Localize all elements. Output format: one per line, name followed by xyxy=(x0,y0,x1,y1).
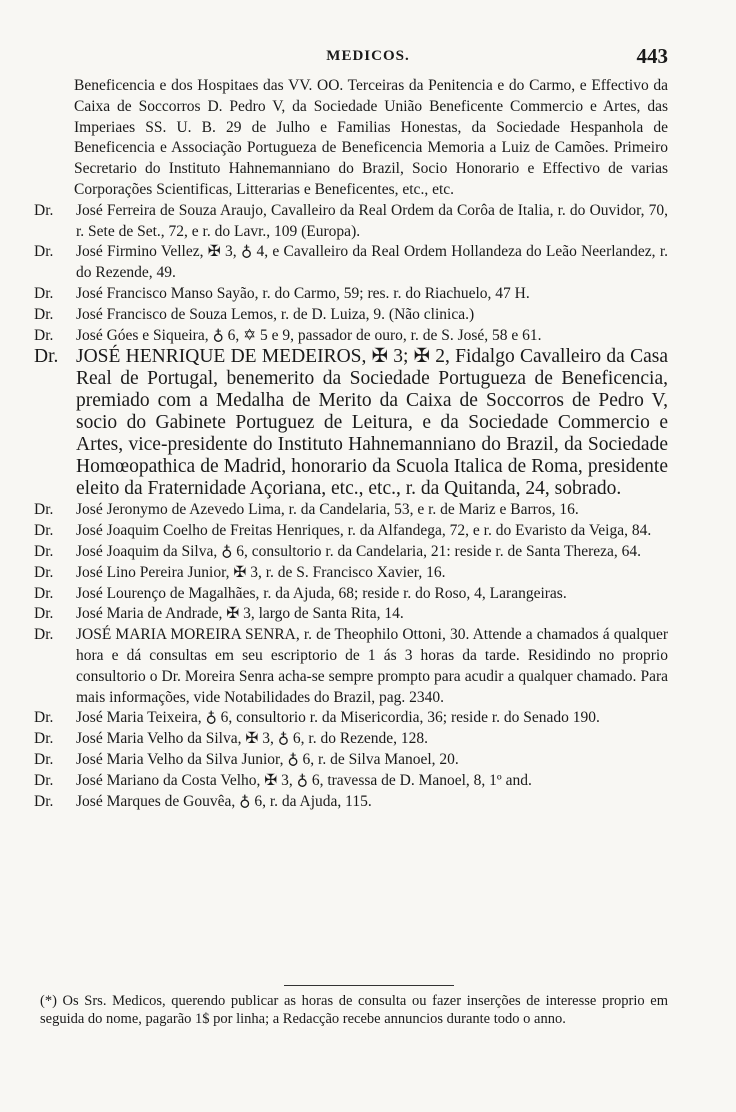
list-item xyxy=(34,326,668,347)
entry-text: José Francisco de Souza Lemos, r. de D. Luiza, 9. (Não clinica.) xyxy=(76,305,475,323)
entry-text: José Mariano da Costa Velho, ✠ 3, ♁ 6, travessa de D. Manoel, 8, 1º and. xyxy=(76,771,532,789)
entry-prefix: Dr. xyxy=(34,584,54,602)
entry-prefix: Dr. xyxy=(34,284,54,302)
entry-prefix: Dr. xyxy=(34,346,59,368)
entry-prefix: Dr. xyxy=(34,542,54,560)
section-title: MEDICOS. xyxy=(326,48,410,64)
list-item xyxy=(34,305,668,326)
list-item xyxy=(34,750,668,771)
footnote-rule xyxy=(284,985,454,986)
entry-text: José Lourenço de Magalhães, r. da Ajuda, 68; reside r. do Roso, 4, Larangeiras. xyxy=(76,584,567,602)
entry-text: José Maria de Andrade, ✠ 3, largo de Santa Rita, 14. xyxy=(76,605,404,623)
list-item xyxy=(34,771,668,792)
list-item xyxy=(34,242,668,284)
entry-prefix: Dr. xyxy=(34,750,54,768)
entry-prefix: Dr. xyxy=(34,626,54,644)
list-item xyxy=(34,521,668,542)
intro-text: Beneficencia e dos Hospitaes das VV. OO. Terceiras da Penitencia e do Carmo, e Effectivo da Caixa de Soccorros D. Pedro V, da Sociedade União Beneficente Commercio e Artes, das Imperiaes SS. U. B. 29 de Julho e Familias Honestas, da Sociedade Hespanhola de Beneficencia e Associação Portugueza de Beneficencia Memoria a Luiz de Camões. Primeiro Secretario do Instituto Hahnemanniano do Brazil, Socio Honorario e Effectivo de varias Corporações Scientificas, Litterarias e Beneficentes, etc., etc. xyxy=(74,77,668,198)
list-item xyxy=(34,563,668,584)
page-number: 443 xyxy=(636,44,668,68)
page-header xyxy=(0,44,736,74)
entry-text: José Maria Velho da Silva, ✠ 3, ♁ 6, r. do Rezende, 128. xyxy=(76,730,429,748)
list-item xyxy=(34,584,668,605)
entry-prefix: Dr. xyxy=(34,522,54,540)
list-item xyxy=(34,284,668,305)
entry-prefix: Dr. xyxy=(34,201,54,219)
entry-text: José Jeronymo de Azevedo Lima, r. da Candelaria, 53, e r. de Mariz e Barros, 16. xyxy=(76,501,579,519)
entry-prefix: Dr. xyxy=(34,563,54,581)
entry-text: José Maria Velho da Silva Junior, ♁ 6, r. de Silva Manoel, 20. xyxy=(76,750,459,768)
list-item xyxy=(34,346,668,500)
list-item xyxy=(34,729,668,750)
entry-prefix: Dr. xyxy=(34,730,54,748)
entry-text: José Ferreira de Souza Araujo, Cavalleiro da Real Ordem da Corôa de Italia, r. do Ouvidor, 70, r. Sete de Set., 72, e r. do Lavr., 109 (Europa). xyxy=(76,201,668,240)
list-item xyxy=(34,792,668,813)
entry-prefix: Dr. xyxy=(34,792,54,810)
entries-list xyxy=(34,76,668,812)
intro-paragraph xyxy=(34,76,668,201)
footnote: (*) Os Srs. Medicos, querendo publicar as horas de consulta ou fazer inserções de interesse proprio em seguida do nome, pagarão 1$ por linha; a Redacção recebe annuncios durante todo o anno. xyxy=(40,993,668,1027)
entry-text: José Lino Pereira Junior, ✠ 3, r. de S. Francisco Xavier, 16. xyxy=(76,563,446,581)
entry-text: José Góes e Siqueira, ♁ 6, ✡ 5 e 9, passador de ouro, r. de S. José, 58 e 61. xyxy=(76,326,542,344)
entry-text: JOSÉ MARIA MOREIRA SENRA, r. de Theophilo Ottoni, 30. Attende a chamados á qualquer hora e dá consultas em seu escriptorio de 1 ás 3 horas da tarde. Residindo no proprio consultorio o Dr. Moreira Senra acha-se sempre prompto para acudir a qualquer chamado. Para mais informações, vide Notabilidades do Brazil, pag. 2340. xyxy=(76,626,668,706)
entry-prefix: Dr. xyxy=(34,243,54,261)
entry-prefix: Dr. xyxy=(34,501,54,519)
entry-text: José Joaquim Coelho de Freitas Henriques, r. da Alfandega, 72, e r. do Evaristo da Veiga, 84. xyxy=(76,522,652,540)
list-item xyxy=(34,604,668,625)
entry-text: JOSÉ HENRIQUE DE MEDEIROS, ✠ 3; ✠ 2, Fidalgo Cavalleiro da Casa Real de Portugal, benemerito da Sociedade Portugueza de Beneficencia, premiado com a Medalha de Merito da Caixa de Soccorros de Pedro V, socio do Gabinete Portuguez de Leitura, e da Sociedade Commercio e Artes, vice-presidente do Instituto Hahnemanniano do Brazil, da Sociedade Homœopathica de Madrid, honorario da Scuola Italica de Roma, presidente eleito da Fraternidade Açoriana, etc., etc., r. da Quitanda, 24, sobrado. xyxy=(76,346,668,500)
entry-prefix: Dr. xyxy=(34,709,54,727)
entry-prefix: Dr. xyxy=(34,771,54,789)
list-item xyxy=(34,625,668,708)
list-item xyxy=(34,201,668,243)
entry-prefix: Dr. xyxy=(34,326,54,344)
entry-text: José Maria Teixeira, ♁ 6, consultorio r. da Misericordia, 36; reside r. do Senado 190. xyxy=(76,709,600,727)
entry-prefix: Dr. xyxy=(34,305,54,323)
list-item xyxy=(34,500,668,521)
entry-text: José Firmino Vellez, ✠ 3, ♁ 4, e Cavalleiro da Real Ordem Hollandeza do Leão Neerlandez, r. do Rezende, 49. xyxy=(76,243,668,282)
list-item xyxy=(34,542,668,563)
entry-text: José Marques de Gouvêa, ♁ 6, r. da Ajuda, 115. xyxy=(76,792,372,810)
entry-text: José Francisco Manso Sayão, r. do Carmo, 59; res. r. do Riachuelo, 47 H. xyxy=(76,284,530,302)
entry-prefix: Dr. xyxy=(34,605,54,623)
list-item xyxy=(34,708,668,729)
entry-text: José Joaquim da Silva, ♁ 6, consultorio r. da Candelaria, 21: reside r. de Santa Thereza, 64. xyxy=(76,542,642,560)
